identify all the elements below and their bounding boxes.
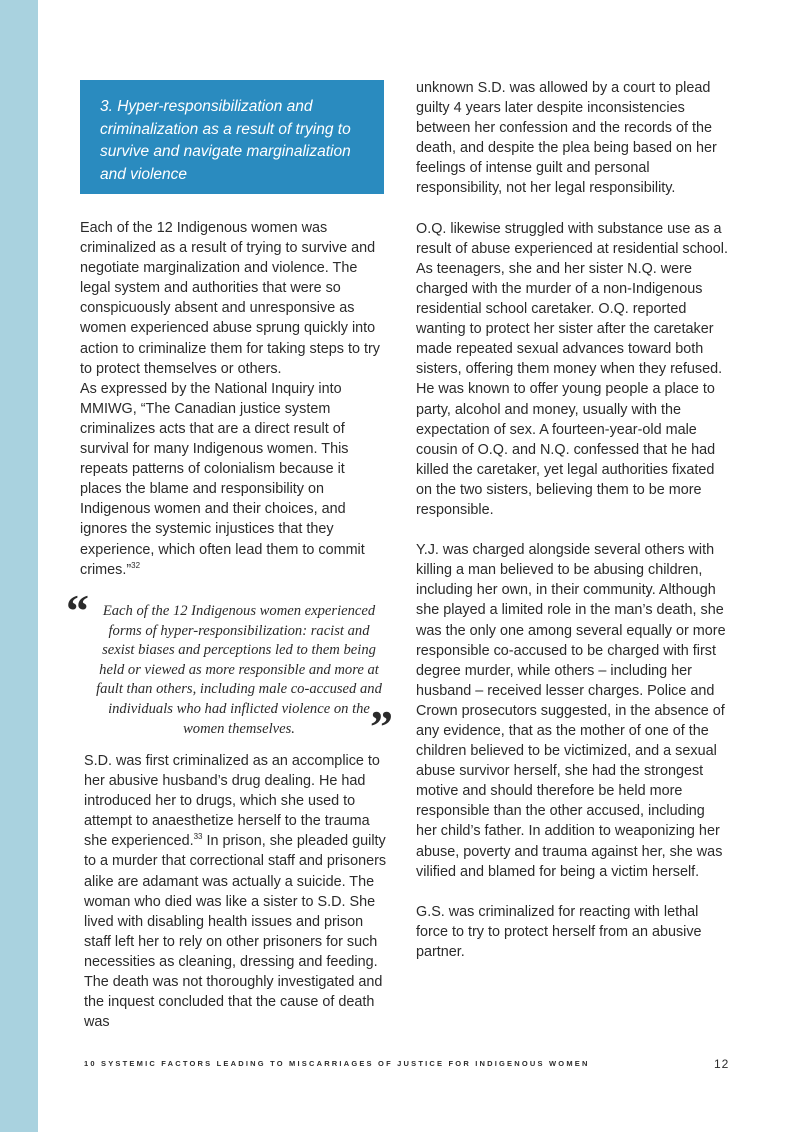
- section-heading-box: [80, 80, 384, 194]
- paragraph-national-inquiry-text: As expressed by the National Inquiry into MMIWG, “The Canadian justice system criminalizes acts that are a direct result of survival for many Indigenous women. This repeats patterns of colonialism because it places the blame and responsibility on Indigenous women and their choices, and ignores the systemic injustices that they experience, which often lead them to commit crimes.”: [80, 380, 365, 578]
- open-quote-icon: “: [66, 585, 89, 636]
- pull-quote-text: Each of the 12 Indigenous women experienced forms of hyper-responsibilization: racist and sexist biases and perceptions led to them being held or viewed as more responsible and more at fault than others, including male co-accused and individuals who had inflicted violence on the women themselves.: [96, 603, 382, 737]
- paragraph-criminalized-overview: Each of the 12 Indigenous women was criminalized as a result of trying to survive and negotiate marginalization and violence. The legal system and authorities that were so conspicuously absent and unresponsive as women experienced abuse sprung quickly into action to criminalize them for taking steps to try to protect themselves or others.: [80, 220, 380, 377]
- paragraph-sd-case-part2: In prison, she pleaded guilty to a murder that correctional staff and prisoners alike are adamant was actually a suicide. The woman who died was like a sister to S.D. She lived with disabling health issues and prison staff left her to rely on other prisoners for such necessities as cleaning, dressing and feeding. The death was not thoroughly investigated and the inquest concluded that the cause of death was: [84, 833, 387, 1031]
- footnote-ref-32: 32: [131, 560, 141, 570]
- footnote-ref-33: 33: [193, 832, 203, 842]
- paragraph-sd-case-part1: S.D. was first criminalized as an accomplice to her abusive husband’s drug dealing. He had introduced her to drugs, which she used to attempt to anaesthetize herself to the trauma she experienced.: [84, 753, 380, 850]
- left-column-bottom: [84, 751, 390, 1032]
- page-number: 12: [714, 1057, 730, 1071]
- pull-quote: [66, 585, 396, 752]
- left-decorative-band: [0, 0, 38, 1132]
- left-column-top: [80, 218, 390, 580]
- paragraph-national-inquiry-quote: [80, 379, 390, 580]
- paragraph-sd-continued: unknown S.D. was allowed by a court to plead guilty 4 years later despite inconsistencies between her confession and the records of the death, and despite the plea being based on her feelings of intense guilt and personal responsibility, not her legal responsibility.: [416, 80, 717, 197]
- right-column: [416, 78, 728, 962]
- section-heading: 3. Hyper-responsibilization and criminalization as a result of trying to survive and navigate marginalization and violence: [100, 98, 351, 183]
- footer-title: 10 SYSTEMIC FACTORS LEADING TO MISCARRIAGES OF JUSTICE FOR INDIGENOUS WOMEN: [84, 1059, 590, 1068]
- paragraph-yj-case: Y.J. was charged alongside several others with killing a man believed to be abusing children, including her own, in their community. Although she played a limited role in the man’s death, she was the only one among several equally or more responsible co-accused to be charged with first degree murder, while others – including her husband – received lesser charges. Police and Crown prosecutors suggested, in the absence of any evidence, that as the mother of one of the children believed to be victimized, and a sexual abuse survivor herself, she had the strongest motive and should therefore be held more responsible than the other accused, including her child’s father. In addition to weaponizing her abuse, poverty and trauma against her, she was vilified and blamed for being a victim herself.: [416, 542, 726, 880]
- paragraph-gs-case: G.S. was criminalized for reacting with lethal force to try to protect herself from an abusive partner.: [416, 903, 702, 961]
- paragraph-oq-case: O.Q. likewise struggled with substance use as a result of abuse experienced at residential school. As teenagers, she and her sister N.Q. were charged with the murder of a non-Indigenous residential school caretaker. O.Q. reported wanting to protect her sister after the caretaker made repeated sexual advances toward both sisters, offering them money when they refused. He was known to offer young people a place to party, alcohol and money, usually with the expectation of sex. A fourteen-year-old male cousin of O.Q. and N.Q. confessed that he had killed the caretaker, yet legal authorities fixated on the two sisters, believing them to be more responsible.: [416, 220, 728, 518]
- close-quote-icon: ”: [370, 701, 393, 752]
- paragraph-sd-case: [84, 751, 390, 1032]
